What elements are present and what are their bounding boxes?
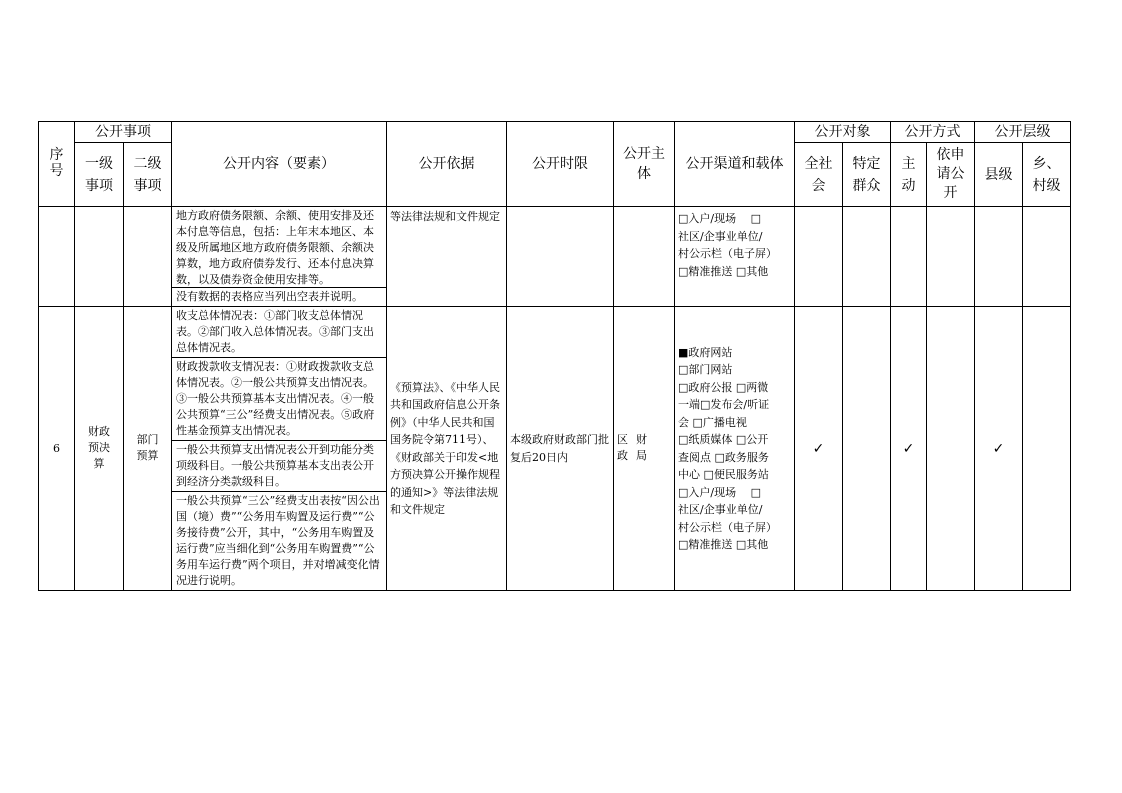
channel-line: □精准推送 □其他 bbox=[678, 538, 769, 551]
channel-line: □政府公报 □两微 bbox=[678, 380, 769, 394]
channel-line: ■政府网站 bbox=[678, 345, 733, 359]
disclosure-table bbox=[38, 121, 1071, 591]
channel-line: □部门网站 bbox=[678, 363, 733, 376]
basis-cell: 等法律法规和文件规定 bbox=[387, 207, 507, 307]
row-level2: 部门预算 bbox=[124, 307, 172, 591]
channel-line: □入户/现场 □ bbox=[678, 485, 761, 499]
channel-line: 中心 □便民服务站 bbox=[678, 468, 769, 481]
channel-line: □入户/现场 □ bbox=[678, 212, 761, 225]
check-method-request bbox=[927, 307, 975, 591]
check-target-all: ✓ bbox=[795, 307, 843, 591]
content-item: 一般公共预算“三公”经费支出表按“因公出国（境）费”“公务用车购置及运行费”“公务接待费”公开，其中，“公务用车购置及运行费”应当细化到“公务用车购置费”“公务用车运行费”两个项目，并对增减变化情况进行说明。 bbox=[172, 491, 386, 590]
header-channel: 公开渠道和载体 bbox=[675, 122, 795, 207]
check-level-county: ✓ bbox=[975, 307, 1023, 591]
content-empty-table-note: 没有数据的表格应当列出空表并说明。 bbox=[172, 287, 386, 306]
content-debt-info: 地方政府债务限额、余额、使用安排及还本付息等信息，包括：上年末本地区、本级及所属地区地方政府债务限额、余额决算数，地方政府债券发行、还本付息决算数，以及债券资金使用安排等。 bbox=[176, 209, 374, 286]
header-target-group: 公开对象 bbox=[795, 122, 891, 143]
check-level-township bbox=[1023, 307, 1071, 591]
header-item-group: 公开事项 bbox=[75, 122, 172, 143]
row-channels bbox=[675, 307, 795, 591]
table-row-6 bbox=[39, 307, 1071, 591]
header-level-township: 乡、村级 bbox=[1023, 143, 1071, 207]
channel-cell bbox=[675, 207, 795, 307]
content-item: 收支总体情况表：①部门收支总体情况表。②部门收入总体情况表。③部门支出总体情况表。 bbox=[176, 309, 374, 354]
row-level1: 财政预决算 bbox=[75, 307, 124, 591]
row-basis: 《预算法》、《中华人民共和国政府信息公开条例》（中华人民共和国国务院令第711号）、《财政部关于印发<地方预决算公开操作规程的通知>》等法律法规和文件规定 bbox=[387, 307, 507, 591]
header-level-county: 县级 bbox=[975, 143, 1023, 207]
channel-line: □纸质媒体 □公开 bbox=[678, 433, 769, 446]
header-subject: 公开主体 bbox=[614, 122, 675, 207]
row-time-limit: 本级政府财政部门批复后20日内 bbox=[507, 307, 614, 591]
check-method-active: ✓ bbox=[891, 307, 927, 591]
header-level1: 一级事项 bbox=[75, 143, 124, 207]
content-item: 财政拨款收支情况表：①财政拨款收支总体情况表。②一般公共预算支出情况表。③一般公共预算基本支出情况表。④一般公共预算“三公”经费支出情况表。⑤政府性基金预算支出情况表。 bbox=[172, 357, 386, 440]
header-method-active: 主动 bbox=[891, 143, 927, 207]
header-content: 公开内容（要素） bbox=[172, 122, 387, 207]
header-level2: 二级事项 bbox=[124, 143, 172, 207]
header-level-group: 公开层级 bbox=[975, 122, 1071, 143]
channel-line: 会 □广播电视 bbox=[678, 415, 747, 429]
channel-line: 社区/企事业单位/ bbox=[678, 229, 763, 243]
content-item: 一般公共预算支出情况表公开到功能分类项级科目。一般公共预算基本支出表公开到经济分类款级科目。 bbox=[172, 440, 386, 491]
row-seq: 6 bbox=[39, 307, 75, 591]
header-method-group: 公开方式 bbox=[891, 122, 975, 143]
channel-line: 一端□发布会/听证 bbox=[678, 398, 770, 411]
channel-line: 查阅点 □政务服务 bbox=[678, 450, 769, 464]
header-basis: 公开依据 bbox=[387, 122, 507, 207]
header-target-specific: 特定群众 bbox=[843, 143, 891, 207]
channel-line: 村公示栏（电子屏） bbox=[678, 247, 777, 260]
channel-line: 社区/企事业单位/ bbox=[678, 503, 763, 516]
channel-line: 村公示栏（电子屏） bbox=[678, 520, 777, 534]
header-method-request: 依申请公开 bbox=[927, 143, 975, 207]
check-target-specific bbox=[843, 307, 891, 591]
channel-line: □精准推送 □其他 bbox=[678, 264, 769, 278]
header-target-all: 全社会 bbox=[795, 143, 843, 207]
table-row-continuation bbox=[39, 207, 1071, 307]
header-time-limit: 公开时限 bbox=[507, 122, 614, 207]
row-subject: 区财政局 bbox=[614, 307, 675, 591]
header-seq: 序号 bbox=[39, 122, 75, 207]
